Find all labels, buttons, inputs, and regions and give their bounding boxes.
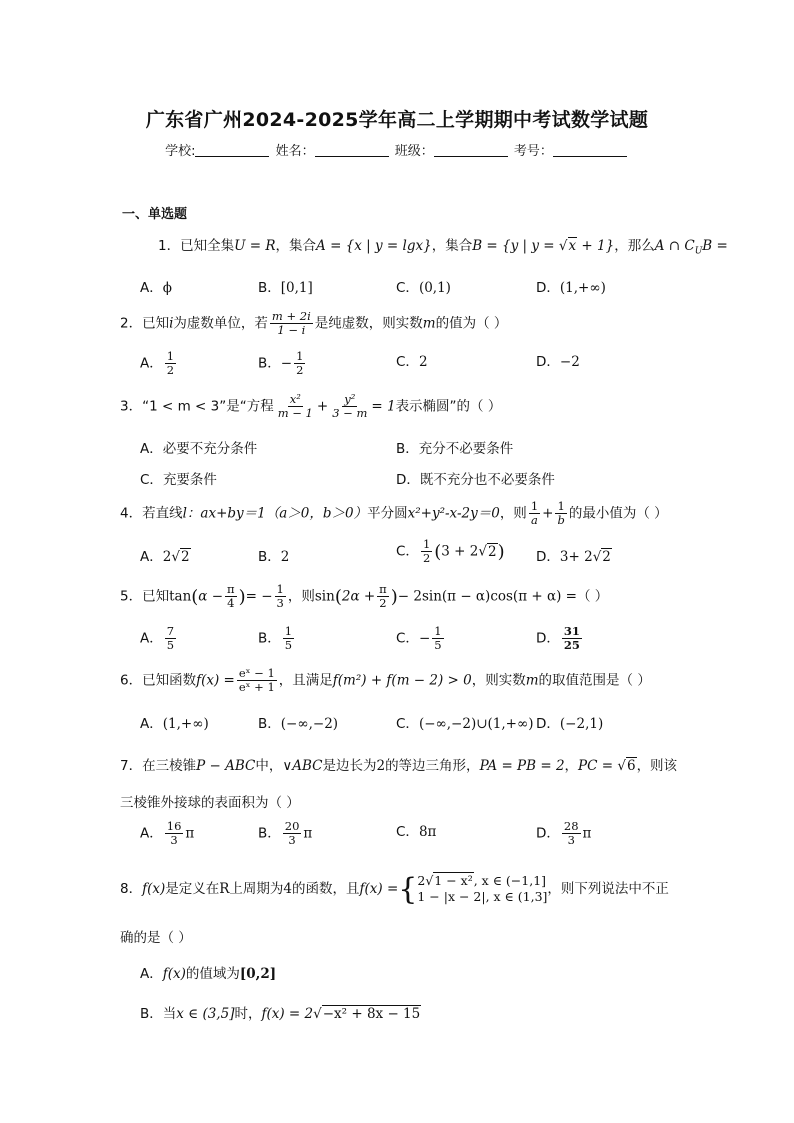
question-text: 已知全集: [180, 238, 235, 254]
fraction: $\frac{m + 2i}{1 - i}$: [271, 309, 311, 337]
piecewise-cases: 2√1 − x², x ∈ (−1,1] 1 − |x − 2|, x ∈ (1,3]: [417, 873, 548, 904]
section-heading: 一、单选题: [122, 207, 188, 222]
question-3: 3．“1 < m < 3”是“方程 $\frac{\text{x²}}{m - 1}$ + $\frac{\text{y²}}{3 - m}$ = 1表示椭圆”的（ ）: [120, 392, 502, 420]
option-a[interactable]: A．(1,+∞): [140, 716, 209, 732]
question-6: 6．已知函数f(x) = $\frac{\text{eˣ − 1}}{\text{eˣ + 1}}$ ，且满足f(m²) + f(m − 2) > 0，则实数m的取值范围是（ ）: [120, 666, 651, 694]
math-expr: x: [568, 238, 577, 254]
question-number: 5．: [120, 588, 143, 605]
question-text: ，那么: [614, 238, 655, 254]
name-blank[interactable]: [315, 143, 389, 157]
student-info-line: [0, 140, 794, 159]
school-blank[interactable]: [195, 143, 269, 157]
option-b[interactable]: B． $\frac{20}{3}$ π: [258, 819, 313, 847]
exam-no-label: 考号：: [513, 144, 553, 159]
question-number: 2．: [120, 315, 143, 332]
option-d[interactable]: D．−2: [536, 354, 580, 370]
option-c[interactable]: C．2: [396, 354, 428, 370]
option-c[interactable]: C．充要条件: [140, 472, 217, 488]
option-a[interactable]: A．ϕ: [140, 280, 172, 296]
question-text: ，集合: [431, 238, 473, 254]
option-a[interactable]: A． $\frac{7}{5}$: [140, 624, 175, 652]
option-b[interactable]: B．充分不必要条件: [396, 441, 514, 457]
question-4: 4．若直线l：ax+by＝1（a＞0，b＞0）平分圆x²+y²-x-2y＝0，则 $\frac{1}{a}$ + $\frac{1}{b}$ 的最小值为（ ）: [120, 499, 668, 527]
question-7: 7．在三棱锥P − ABC中，∨ABC是边长为2的等边三角形，PA = PB = 2，PC = √6，则该: [120, 758, 678, 774]
options-1: [140, 276, 700, 306]
option-c[interactable]: C．8π: [396, 824, 437, 840]
options-5: [140, 625, 700, 655]
exam-no-blank[interactable]: [553, 143, 627, 157]
option-d[interactable]: D． $\frac{28}{3}$ π: [536, 819, 592, 847]
question-number: 3．: [120, 398, 143, 415]
class-blank[interactable]: [434, 143, 508, 157]
math-expr: U: [694, 246, 703, 257]
question-8-line2: 确的是（ ）: [120, 930, 192, 946]
options-7: [140, 820, 700, 850]
question-8: 8．f(x)是定义在R上周期为4的函数，且f(x) ={ 2√1 − x², x ∈ (−1,1] 1 − |x − 2|, x ∈ (1,3] ，则下列说法中不正: [120, 872, 669, 907]
question-number: 7．: [120, 758, 143, 774]
option-b[interactable]: B．(−∞,−2): [258, 716, 339, 732]
option-c[interactable]: C． $\frac{1}{2}$ (3 + 2√2): [396, 537, 505, 565]
question-number: 4．: [120, 505, 143, 522]
option-d[interactable]: D．(−2,1): [536, 716, 604, 732]
option-a[interactable]: A．2√2: [140, 549, 190, 565]
option-b[interactable]: B． $\frac{1}{5}$: [258, 624, 293, 652]
option-b[interactable]: B．− $\frac{1}{2}$: [258, 349, 304, 377]
math-expr: B =: [702, 238, 728, 254]
option-8b[interactable]: B．当x ∈ (3,5]时，f(x) = 2√−x² + 8x − 15: [140, 1006, 421, 1022]
question-number: 6．: [120, 672, 143, 689]
option-c[interactable]: C．− $\frac{1}{5}$: [396, 624, 442, 652]
math-expr: U = R: [234, 238, 276, 254]
question-number: 1．: [158, 238, 181, 254]
option-d[interactable]: D． $\frac{31}{25}$: [536, 624, 580, 652]
math-expr: B = {y | y =: [472, 238, 559, 254]
question-number: 8．: [120, 881, 143, 897]
option-b[interactable]: B．[0,1]: [258, 280, 313, 296]
options-3: [140, 437, 700, 467]
options-4: [140, 537, 700, 575]
options-3b: [140, 468, 700, 498]
option-b[interactable]: B．2: [258, 549, 290, 565]
option-d[interactable]: D．既不充分也不必要条件: [396, 472, 555, 488]
question-7-line2: 三棱锥外接球的表面积为（ ）: [120, 795, 300, 811]
name-label: 姓名：: [275, 144, 315, 159]
math-expr: A ∩ C: [654, 238, 695, 254]
option-a[interactable]: A． $\frac{16}{3}$ π: [140, 819, 195, 847]
school-label: 学校:: [165, 144, 196, 159]
option-a[interactable]: A．必要不充分条件: [140, 441, 258, 457]
question-2: 2．已知i为虚数单位，若 $\frac{m + 2i}{1 - i}$ 是纯虚数，则实数m的值为（ ）: [120, 309, 508, 337]
options-6: [140, 712, 700, 742]
math-expr: A = {x | y = lgx}: [316, 238, 432, 254]
options-2: [140, 350, 700, 380]
option-d[interactable]: D．(1,+∞): [536, 280, 606, 296]
math-expr: + 1}: [577, 238, 615, 254]
option-8a[interactable]: A．f(x)的值域为[0,2]: [140, 966, 277, 982]
question-5: 5．已知tan(α − $\frac{\pi}{4}$ )= − $\frac{1}{3}$ ，则sin(2α + $\frac{\pi}{2}$ )− 2sin(π − α)cos(π + α) =（ ）: [120, 582, 609, 610]
page-title: 广东省广州2024-2025学年高二上学期期中考试数学试题: [145, 109, 649, 131]
question-1: 1．已知全集U = R，集合A = {x | y = lgx}，集合B = {y | y = √x + 1}，那么A ∩ $C_UB$ =: [158, 238, 728, 257]
option-c[interactable]: C．(0,1): [396, 280, 451, 296]
option-c[interactable]: C．(−∞,−2)∪(1,+∞): [396, 716, 534, 732]
option-d[interactable]: D．3+ 2√2: [536, 549, 611, 565]
class-label: 班级：: [394, 144, 434, 159]
option-a[interactable]: A． $\frac{1}{2}$: [140, 349, 175, 377]
question-text: ，集合: [275, 238, 317, 254]
